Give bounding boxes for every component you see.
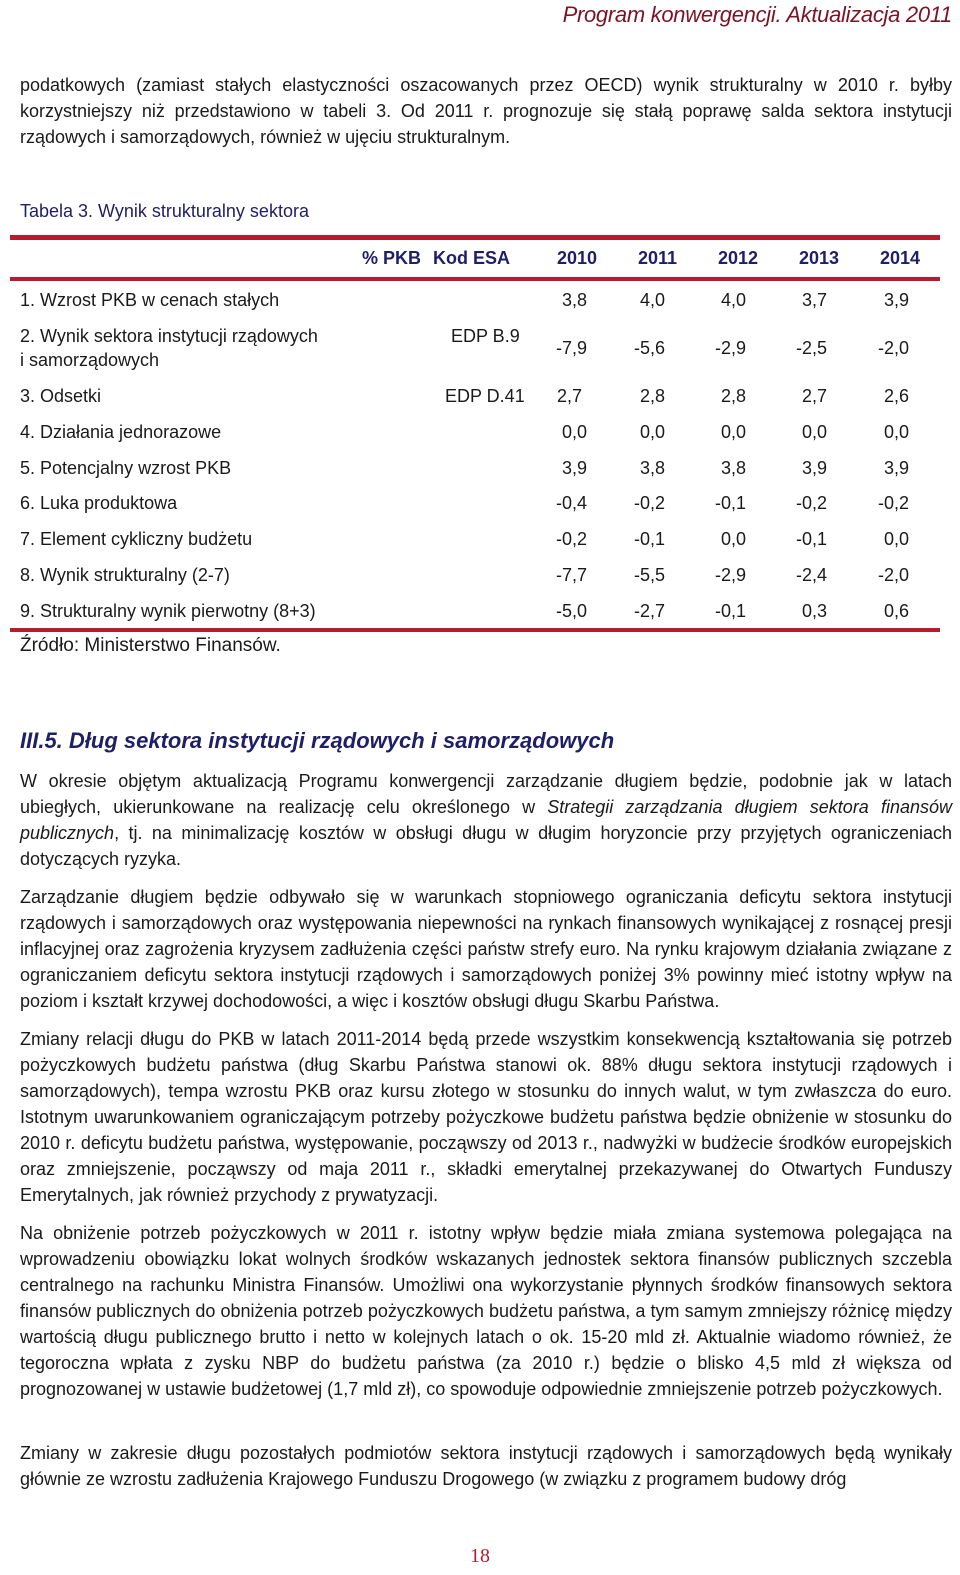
table-cell: -0,2	[555, 529, 587, 549]
table-cell: 3,8	[720, 458, 746, 478]
body-paragraph	[20, 768, 952, 872]
section-heading: III.5. Dług sektora instytucji rządowych i samorządowych	[20, 728, 615, 753]
header-year: 2010	[556, 248, 597, 268]
table-cell: 0,0	[561, 422, 587, 442]
table-cell: -2,4	[795, 565, 827, 585]
table-cell: -0,4	[555, 493, 587, 513]
header-year: 2012	[717, 248, 758, 268]
row-label: 4. Działania jednorazowe	[20, 422, 222, 442]
table-cell: -0,2	[877, 493, 909, 513]
table-cell: 0,3	[801, 601, 827, 621]
table-top-rule	[10, 235, 940, 240]
table-source-note: Źródło: Ministerstwo Finansów.	[20, 635, 281, 656]
table-cell: 0,0	[720, 529, 746, 549]
body-paragraph: Na obniżenie potrzeb pożyczkowych w 2011 r. istotny wpływ będzie miała zmiana systemowa polegająca na wprowadzeniu obowiązku lokat wolnych środków wskazanych jednostek sektora finansów publicznych szczebla centralnego na rachunku Ministra Finansów. Umożliwi ona wykorzystanie płynnych środków finansowych sektora finansów publicznych do obniżenia potrzeb pożyczkowych budżetu państwa, a tym samym zmniejszy różnicę między wartością długu publicznego brutto i netto w kolejnych latach o ok. 15-20 mld zł. Aktualnie wiadomo również, że tegoroczna wpłata z zysku NBP do budżetu państwa (za 2010 r.) będzie o blisko 4,5 mld zł większa od prognozowanej w ustawie budżetowej (1,7 mld zł), co spowoduje odpowiednie zmniejszenie potrzeb pożyczkowych.	[20, 1223, 952, 1399]
table-cell: -2,7	[633, 601, 665, 621]
table-cell: -5,0	[555, 601, 587, 621]
table-cell: 4,0	[639, 290, 665, 310]
table-cell: -5,5	[633, 565, 665, 585]
table-cell: 0,0	[639, 422, 665, 442]
table-cell: -5,6	[633, 338, 665, 358]
table-cell: 3,8	[639, 458, 665, 478]
table-cell: -7,9	[555, 338, 587, 358]
table-cell: 3,7	[801, 290, 827, 310]
table-cell: 3,8	[561, 290, 587, 310]
table-cell: -7,7	[555, 565, 587, 585]
row-label: 6. Luka produktowa	[20, 493, 178, 513]
header-year: 2013	[798, 248, 839, 268]
table-cell: 2,8	[639, 386, 665, 406]
strategy-title-italic: Strategii zarządzania długiem sektora finansów publicznych	[20, 797, 952, 843]
row-label: 9. Strukturalny wynik pierwotny (8+3)	[20, 601, 316, 621]
body-paragraph: Zmiany relacji długu do PKB w latach 2011-2014 będą przede wszystkim konsekwencją kształtowania się potrzeb pożyczkowych budżetu państwa (dług Skarbu Państwa stanowi ok. 88% długu sektora instytucji rządowych i samorządowych), tempa wzrostu PKB oraz kursu złotego w stosunku do innych walut, w tym zwłaszcza do euro. Istotnym uwarunkowaniem ograniczającym potrzeby pożyczkowe budżetu państwa będzie obniżenie w stosunku do 2010 r. deficytu budżetu państwa, występowanie, począwszy od 2013 r., nadwyżki w budżecie środków europejskich oraz zmniejszenie, począwszy od maja 2011 r., składki emerytalnej przekazywanej do Otwartych Funduszy Emerytalnych, jak również przychody z prywatyzacji.	[20, 1029, 952, 1205]
table-cell: -0,1	[795, 529, 827, 549]
table-cell: -2,9	[714, 338, 746, 358]
table-cell: 0,0	[883, 422, 909, 442]
table-header-rule	[10, 277, 940, 281]
table-cell: 2,6	[883, 386, 909, 406]
table-cell: 2,7	[556, 386, 582, 406]
table-cell: 0,0	[883, 529, 909, 549]
table-cell: 3,9	[883, 458, 909, 478]
running-header: Program konwergencji. Aktualizacja 2011	[562, 2, 952, 27]
body-paragraph: Zarządzanie długiem będzie odbywało się w warunkach stopniowego ograniczania deficytu sektora instytucji rządowych i samorządowych oraz występowania niepewności na rynkach finansowych wynikającej z rosnącej presji inflacyjnej oraz zagrożenia kryzysem zadłużenia części państw strefy euro. Na rynku krajowym działania związane z ograniczaniem deficytu sektora instytucji rządowych i samorządowych poniżej 3% powinny mieć istotny wpływ na poziom i kształt krzywej dochodowości, a więc i kosztów obsługi długu Skarbu Państwa.	[20, 887, 952, 1011]
page-number: 18	[470, 1545, 490, 1567]
intro-paragraph: podatkowych (zamiast stałych elastyczności oszacowanych przez OECD) wynik strukturalny w 2010 r. byłby korzystniejszy niż przedstawiono w tabeli 3. Od 2011 r. prognozuje się stałą poprawę salda sektora instytucji rządowych i samorządowych, również w ujęciu strukturalnym.	[20, 75, 952, 147]
paragraph-text: , tj. na minimalizację kosztów w obsługi długu w długim horyzoncie przy przyjętych ograniczeniach dotyczących ryzyka.	[20, 823, 952, 869]
table-cell: 2,8	[720, 386, 746, 406]
header-code: Kod ESA	[433, 248, 511, 268]
table-cell: -2,0	[877, 565, 909, 585]
table-cell: 4,0	[720, 290, 746, 310]
table-cell: 0,0	[801, 422, 827, 442]
table-cell: 0,0	[720, 422, 746, 442]
table-cell: -2,0	[877, 338, 909, 358]
table-cell: 3,9	[883, 290, 909, 310]
header-unit: % PKB	[362, 248, 422, 268]
row-esa-code: EDP B.9	[451, 326, 520, 346]
table-cell: -0,2	[795, 493, 827, 513]
table-cell: 2,7	[801, 386, 827, 406]
row-label: 1. Wzrost PKB w cenach stałych	[20, 290, 280, 310]
table-cell: -0,1	[633, 529, 665, 549]
row-label-continued: i samorządowych	[20, 350, 160, 370]
table-cell: 3,9	[801, 458, 827, 478]
row-esa-code: EDP D.41	[445, 386, 525, 406]
row-label: 3. Odsetki	[20, 386, 102, 406]
table-caption: Tabela 3. Wynik strukturalny sektora	[20, 201, 309, 221]
table-cell: -0,2	[633, 493, 665, 513]
table-cell: -2,5	[795, 338, 827, 358]
table-cell: 3,9	[561, 458, 587, 478]
row-label: 7. Element cykliczny budżetu	[20, 529, 253, 549]
header-year: 2014	[879, 248, 920, 268]
row-label: 5. Potencjalny wzrost PKB	[20, 458, 232, 478]
table-bottom-rule	[10, 628, 940, 632]
table-cell: -2,9	[714, 565, 746, 585]
table-cell: -0,1	[714, 601, 746, 621]
header-year: 2011	[637, 248, 677, 268]
paragraph-text: W okresie objętym aktualizacją Programu konwergencji zarządzanie długiem będzie, podobnie jak w latach ubiegłych, ukierunkowane na realizację celu określonego w	[20, 771, 952, 817]
table-cell: -0,1	[714, 493, 746, 513]
row-label: 2. Wynik sektora instytucji rządowych	[20, 326, 318, 346]
table-cell: 0,6	[883, 601, 909, 621]
body-paragraph: Zmiany w zakresie długu pozostałych podmiotów sektora instytucji rządowych i samorządowych będą wynikały głównie ze wzrostu zadłużenia Krajowego Funduszu Drogowego (w związku z programem budowy dróg	[20, 1443, 952, 1489]
row-label: 8. Wynik strukturalny (2-7)	[20, 565, 230, 585]
